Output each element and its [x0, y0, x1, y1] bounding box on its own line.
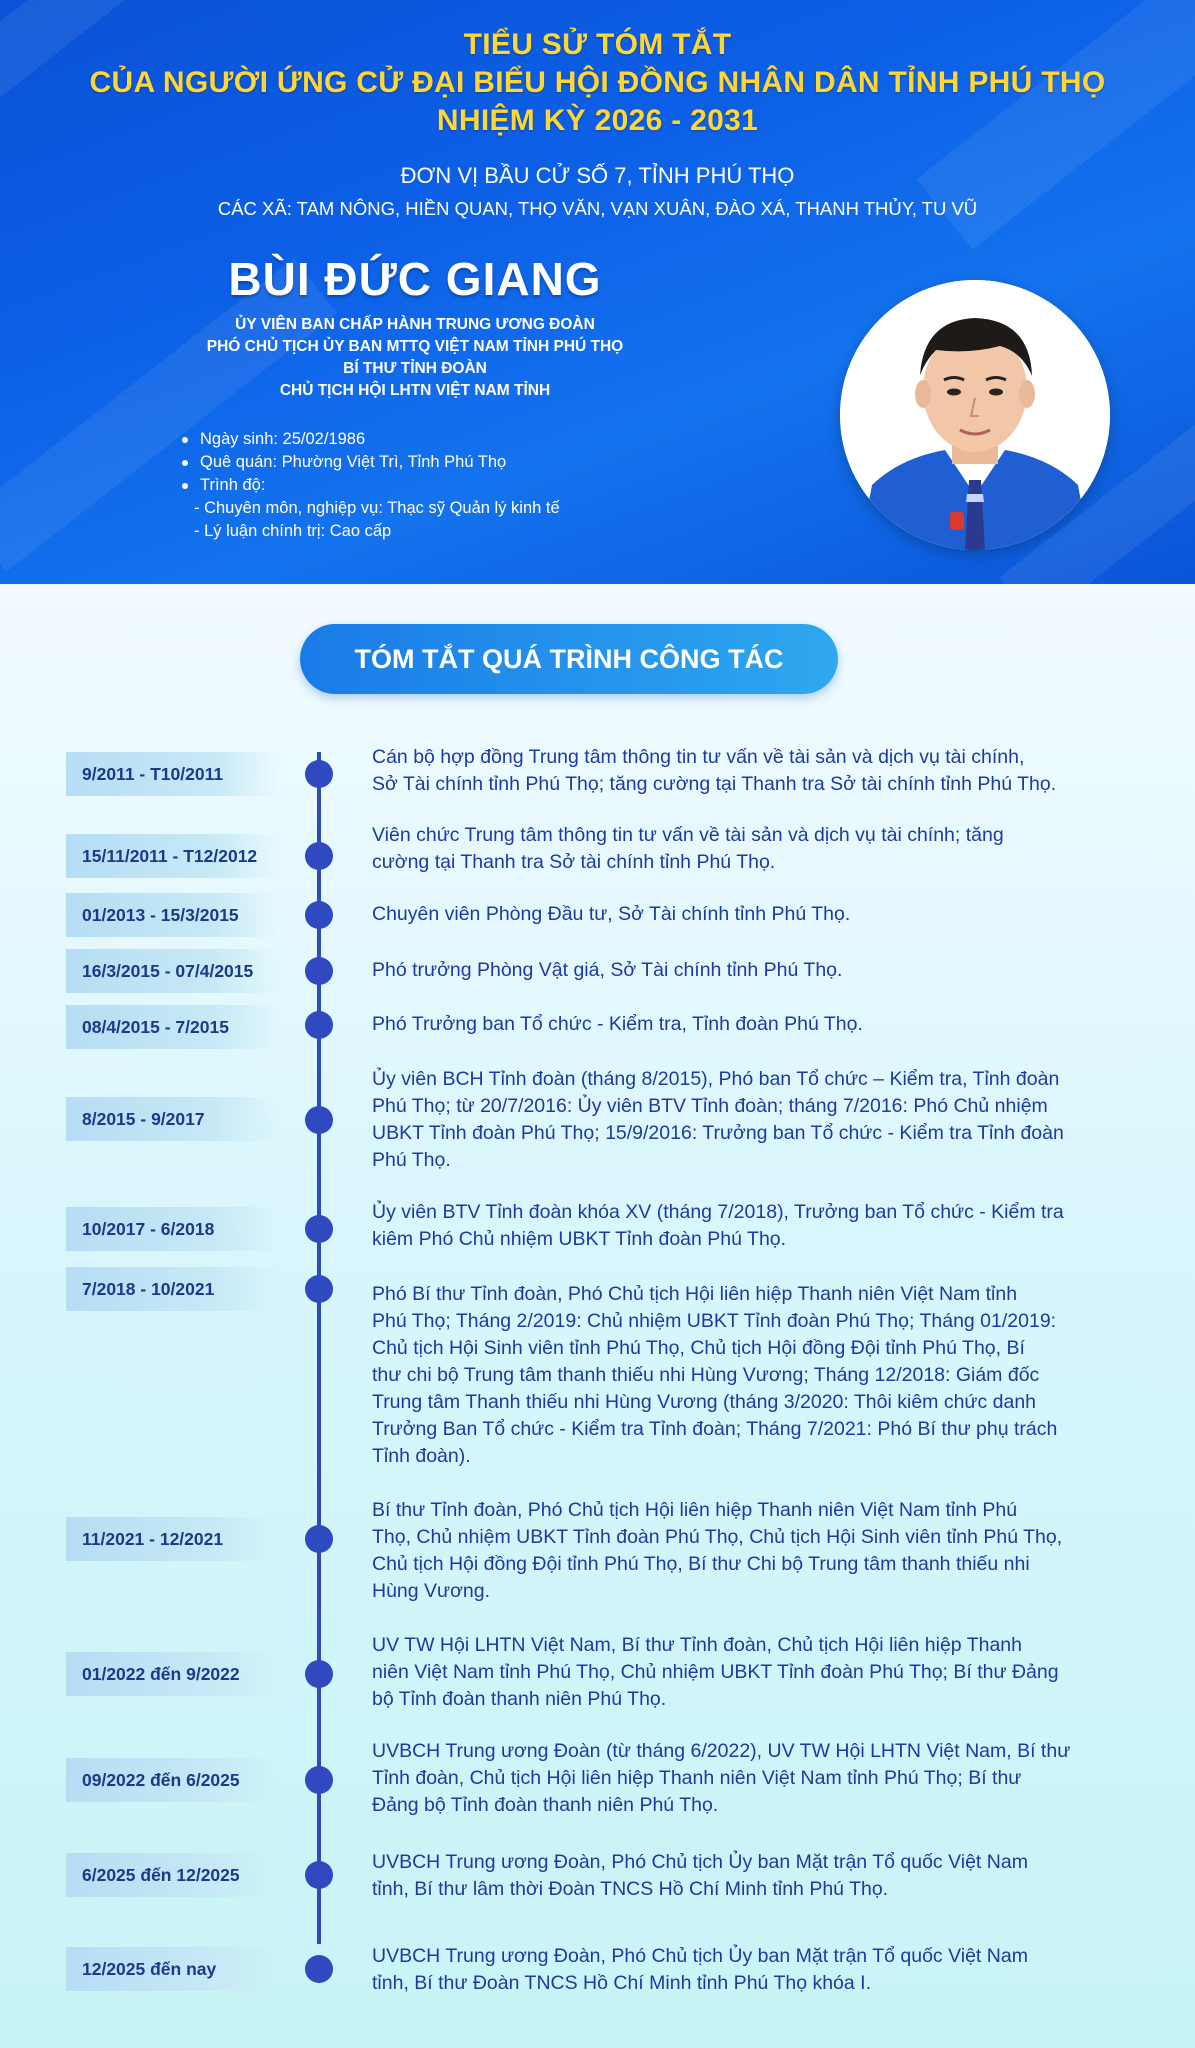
timeline-dot	[305, 842, 333, 870]
timeline-description	[372, 901, 1154, 928]
timeline-description	[372, 1281, 1154, 1470]
timeline-dot	[305, 1861, 333, 1889]
description-line: Phú Thọ.	[372, 1149, 451, 1171]
timeline-date: 8/2015 - 9/2017	[66, 1097, 278, 1141]
description-line: Ủy viên BCH Tỉnh đoàn (tháng 8/2015), Phó ban Tổ chức – Kiểm tra, Tỉnh đoàn	[372, 1068, 1060, 1090]
timeline-description	[372, 1849, 1154, 1903]
bullet-icon	[182, 483, 188, 489]
bio-hometown-text: Quê quán: Phường Việt Trì, Tỉnh Phú Thọ	[200, 453, 507, 471]
timeline-description	[372, 822, 1154, 876]
section-title: TÓM TẮT QUÁ TRÌNH CÔNG TÁC	[300, 624, 838, 694]
timeline-description	[372, 1199, 1154, 1253]
description-line: Chuyên viên Phòng Đầu tư, Sở Tài chính tỉnh Phú Thọ.	[372, 903, 851, 925]
bio-education-text: Trình độ:	[200, 476, 266, 494]
timeline-date: 10/2017 - 6/2018	[66, 1207, 278, 1251]
description-line: Tỉnh đoàn).	[372, 1445, 471, 1467]
timeline-description	[372, 1011, 1154, 1038]
description-line: niên Việt Nam tỉnh Phú Thọ, Chủ nhiệm UBKT Tỉnh đoàn Phú Thọ; Bí thư Đảng	[372, 1661, 1059, 1683]
description-line: Phó Bí thư Tỉnh đoàn, Phó Chủ tịch Hội liên hiệp Thanh niên Việt Nam tỉnh	[372, 1283, 1018, 1305]
description-line: Bí thư Tỉnh đoàn, Phó Chủ tịch Hội liên hiệp Thanh niên Việt Nam tỉnh Phú	[372, 1499, 1018, 1521]
bio-details	[180, 428, 560, 543]
description-line: cường tại Thanh tra Sở tài chính tỉnh Phú Thọ.	[372, 851, 776, 873]
timeline-dot	[305, 1766, 333, 1794]
timeline-dot	[305, 1215, 333, 1243]
description-line: Phú Thọ; từ 20/7/2016: Ủy viên BTV Tỉnh đoàn; tháng 7/2016: Phó Chủ nhiệm	[372, 1095, 1048, 1117]
bio-hometown	[180, 451, 560, 474]
timeline-description	[372, 1066, 1154, 1174]
timeline-date: 7/2018 - 10/2021	[66, 1267, 278, 1311]
timeline-dot	[305, 1955, 333, 1983]
portrait-illustration	[840, 280, 1110, 550]
description-line: Đảng bộ Tỉnh đoàn thanh niên Phú Thọ.	[372, 1794, 719, 1816]
description-line: Chủ tịch Hội Sinh viên tỉnh Phú Thọ, Chủ tịch Hội đồng Đội tỉnh Phú Thọ, Bí	[372, 1337, 1025, 1359]
timeline-description	[372, 744, 1154, 798]
description-line: Phú Thọ; Tháng 2/2019: Chủ nhiệm UBKT Tỉnh đoàn Phú Thọ; Tháng 01/2019:	[372, 1310, 1057, 1332]
role-line: PHÓ CHỦ TỊCH ỦY BAN MTTQ VIỆT NAM TỈNH PHÚ THỌ	[206, 338, 624, 355]
description-line: UBKT Tỉnh đoàn Phú Thọ; 15/9/2016: Trưởng ban Tổ chức - Kiểm tra Tỉnh đoàn	[372, 1122, 1064, 1144]
candidate-name: BÙI ĐỨC GIANG	[228, 253, 602, 305]
timeline-date: 11/2021 - 12/2021	[66, 1517, 278, 1561]
electoral-unit: ĐƠN VỊ BẦU CỬ SỐ 7, TỈNH PHÚ THỌ	[400, 163, 795, 188]
role-line: ỦY VIÊN BAN CHẤP HÀNH TRUNG ƯƠNG ĐOÀN	[235, 316, 595, 333]
description-line: Chủ tịch Hội đồng Đội tỉnh Phú Thọ, Bí thư Chi bộ Trung tâm thanh thiếu nhi	[372, 1553, 1030, 1575]
bio-education	[180, 474, 560, 497]
description-line: Hùng Vương.	[372, 1580, 490, 1602]
description-line: thư chi bộ Trung tâm thanh thiếu nhi Hùng Vương; Tháng 12/2018: Giám đốc	[372, 1364, 1040, 1386]
timeline-date: 9/2011 - T10/2011	[66, 752, 278, 796]
role-line: BÍ THƯ TỈNH ĐOÀN	[343, 360, 487, 377]
role-line: CHỦ TỊCH HỘI LHTN VIỆT NAM TỈNH	[279, 382, 551, 399]
candidate-portrait	[840, 280, 1110, 550]
description-line: Trưởng Ban Tổ chức - Kiểm tra Tỉnh đoàn; Tháng 7/2021: Phó Bí thư phụ trách	[372, 1418, 1058, 1440]
description-line: tỉnh, Bí thư Đoàn TNCS Hồ Chí Minh tỉnh Phú Thọ khóa I.	[372, 1972, 872, 1994]
timeline-dot	[305, 957, 333, 985]
timeline-dot	[305, 1660, 333, 1688]
timeline-date: 08/4/2015 - 7/2015	[66, 1005, 278, 1049]
description-line: UVBCH Trung ương Đoàn, Phó Chủ tịch Ủy ban Mặt trận Tổ quốc Việt Nam	[372, 1945, 1028, 1967]
timeline-dot	[305, 1106, 333, 1134]
timeline-date: 09/2022 đến 6/2025	[66, 1758, 278, 1802]
description-line: UVBCH Trung ương Đoàn, Phó Chủ tịch Ủy ban Mặt trận Tổ quốc Việt Nam	[372, 1851, 1028, 1873]
description-line: Phó Trưởng ban Tổ chức - Kiểm tra, Tỉnh đoàn Phú Thọ.	[372, 1013, 863, 1035]
timeline-description	[372, 1497, 1154, 1605]
header-banner	[0, 0, 1195, 584]
description-line: Cán bộ hợp đồng Trung tâm thông tin tư vấn về tài sản và dịch vụ tài chính,	[372, 746, 1025, 768]
timeline-description	[372, 1632, 1154, 1713]
title-line: CỦA NGƯỜI ỨNG CỬ ĐẠI BIỂU HỘI ĐỒNG NHÂN DÂN TỈNH PHÚ THỌ	[89, 66, 1106, 99]
timeline-date: 15/11/2011 - T12/2012	[66, 834, 278, 878]
description-line: tỉnh, Bí thư lâm thời Đoàn TNCS Hồ Chí Minh tỉnh Phú Thọ.	[372, 1878, 889, 1900]
timeline-date: 16/3/2015 - 07/4/2015	[66, 949, 278, 993]
description-line: bộ Tỉnh đoàn thanh niên Phú Thọ.	[372, 1688, 667, 1710]
timeline-description	[372, 1738, 1154, 1819]
description-line: UV TW Hội LHTN Việt Nam, Bí thư Tỉnh đoàn, Chủ tịch Hội liên hiệp Thanh	[372, 1634, 1022, 1656]
timeline-dot	[305, 901, 333, 929]
bio-dob-text: Ngày sinh: 25/02/1986	[200, 430, 366, 448]
timeline-dot	[305, 1275, 333, 1303]
description-line: Sở Tài chính tỉnh Phú Thọ; tăng cường tại Thanh tra Sở tài chính tỉnh Phú Thọ.	[372, 773, 1057, 795]
timeline-dot	[305, 1011, 333, 1039]
bio-education-detail: - Chuyên môn, nghiệp vụ: Thạc sỹ Quản lý kinh tế	[194, 499, 560, 517]
description-line: Trung tâm Thanh thiếu nhi Hùng Vương (tháng 3/2020: Thôi kiêm chức danh	[372, 1391, 1037, 1413]
timeline-date: 01/2013 - 15/3/2015	[66, 893, 278, 937]
timeline-dot	[305, 760, 333, 788]
bio-dob	[180, 428, 560, 451]
timeline-description	[372, 957, 1154, 984]
timeline-date: 12/2025 đến nay	[66, 1947, 278, 1991]
title-line: TIỂU SỬ TÓM TẮT	[463, 28, 732, 61]
timeline-date: 6/2025 đến 12/2025	[66, 1853, 278, 1897]
description-line: kiêm Phó Chủ nhiệm UBKT Tỉnh đoàn Phú Thọ.	[372, 1228, 787, 1250]
timeline-date: 01/2022 đến 9/2022	[66, 1652, 278, 1696]
bio-education-detail: - Lý luận chính trị: Cao cấp	[194, 522, 392, 540]
description-line: Viên chức Trung tâm thông tin tư vấn về tài sản và dịch vụ tài chính; tăng	[372, 824, 1004, 846]
description-line: UVBCH Trung ương Đoàn (từ tháng 6/2022), UV TW Hội LHTN Việt Nam, Bí thư	[372, 1740, 1071, 1762]
timeline-dot	[305, 1525, 333, 1553]
bullet-icon	[182, 437, 188, 443]
timeline-description	[372, 1943, 1154, 1997]
candidate-roles	[190, 314, 640, 402]
bullet-icon	[182, 460, 188, 466]
title-line: NHIỆM KỲ 2026 - 2031	[436, 104, 759, 137]
document-title	[0, 26, 1195, 140]
communes-list: CÁC XÃ: TAM NÔNG, HIỀN QUAN, THỌ VĂN, VẠN XUÂN, ĐÀO XÁ, THANH THỦY, TU VŨ	[217, 198, 978, 219]
description-line: Tỉnh đoàn, Chủ tịch Hội liên hiệp Thanh niên Việt Nam tỉnh Phú Thọ; Bí thư	[372, 1767, 1022, 1789]
description-line: Thọ, Chủ nhiệm UBKT Tỉnh đoàn Phú Thọ, Chủ tịch Hội Sinh viên tỉnh Phú Thọ,	[372, 1526, 1063, 1548]
description-line: Ủy viên BTV Tỉnh đoàn khóa XV (tháng 7/2018), Trưởng ban Tổ chức - Kiểm tra	[372, 1201, 1064, 1223]
work-history-section	[0, 584, 1195, 2048]
description-line: Phó trưởng Phòng Vật giá, Sở Tài chính tỉnh Phú Thọ.	[372, 959, 843, 981]
